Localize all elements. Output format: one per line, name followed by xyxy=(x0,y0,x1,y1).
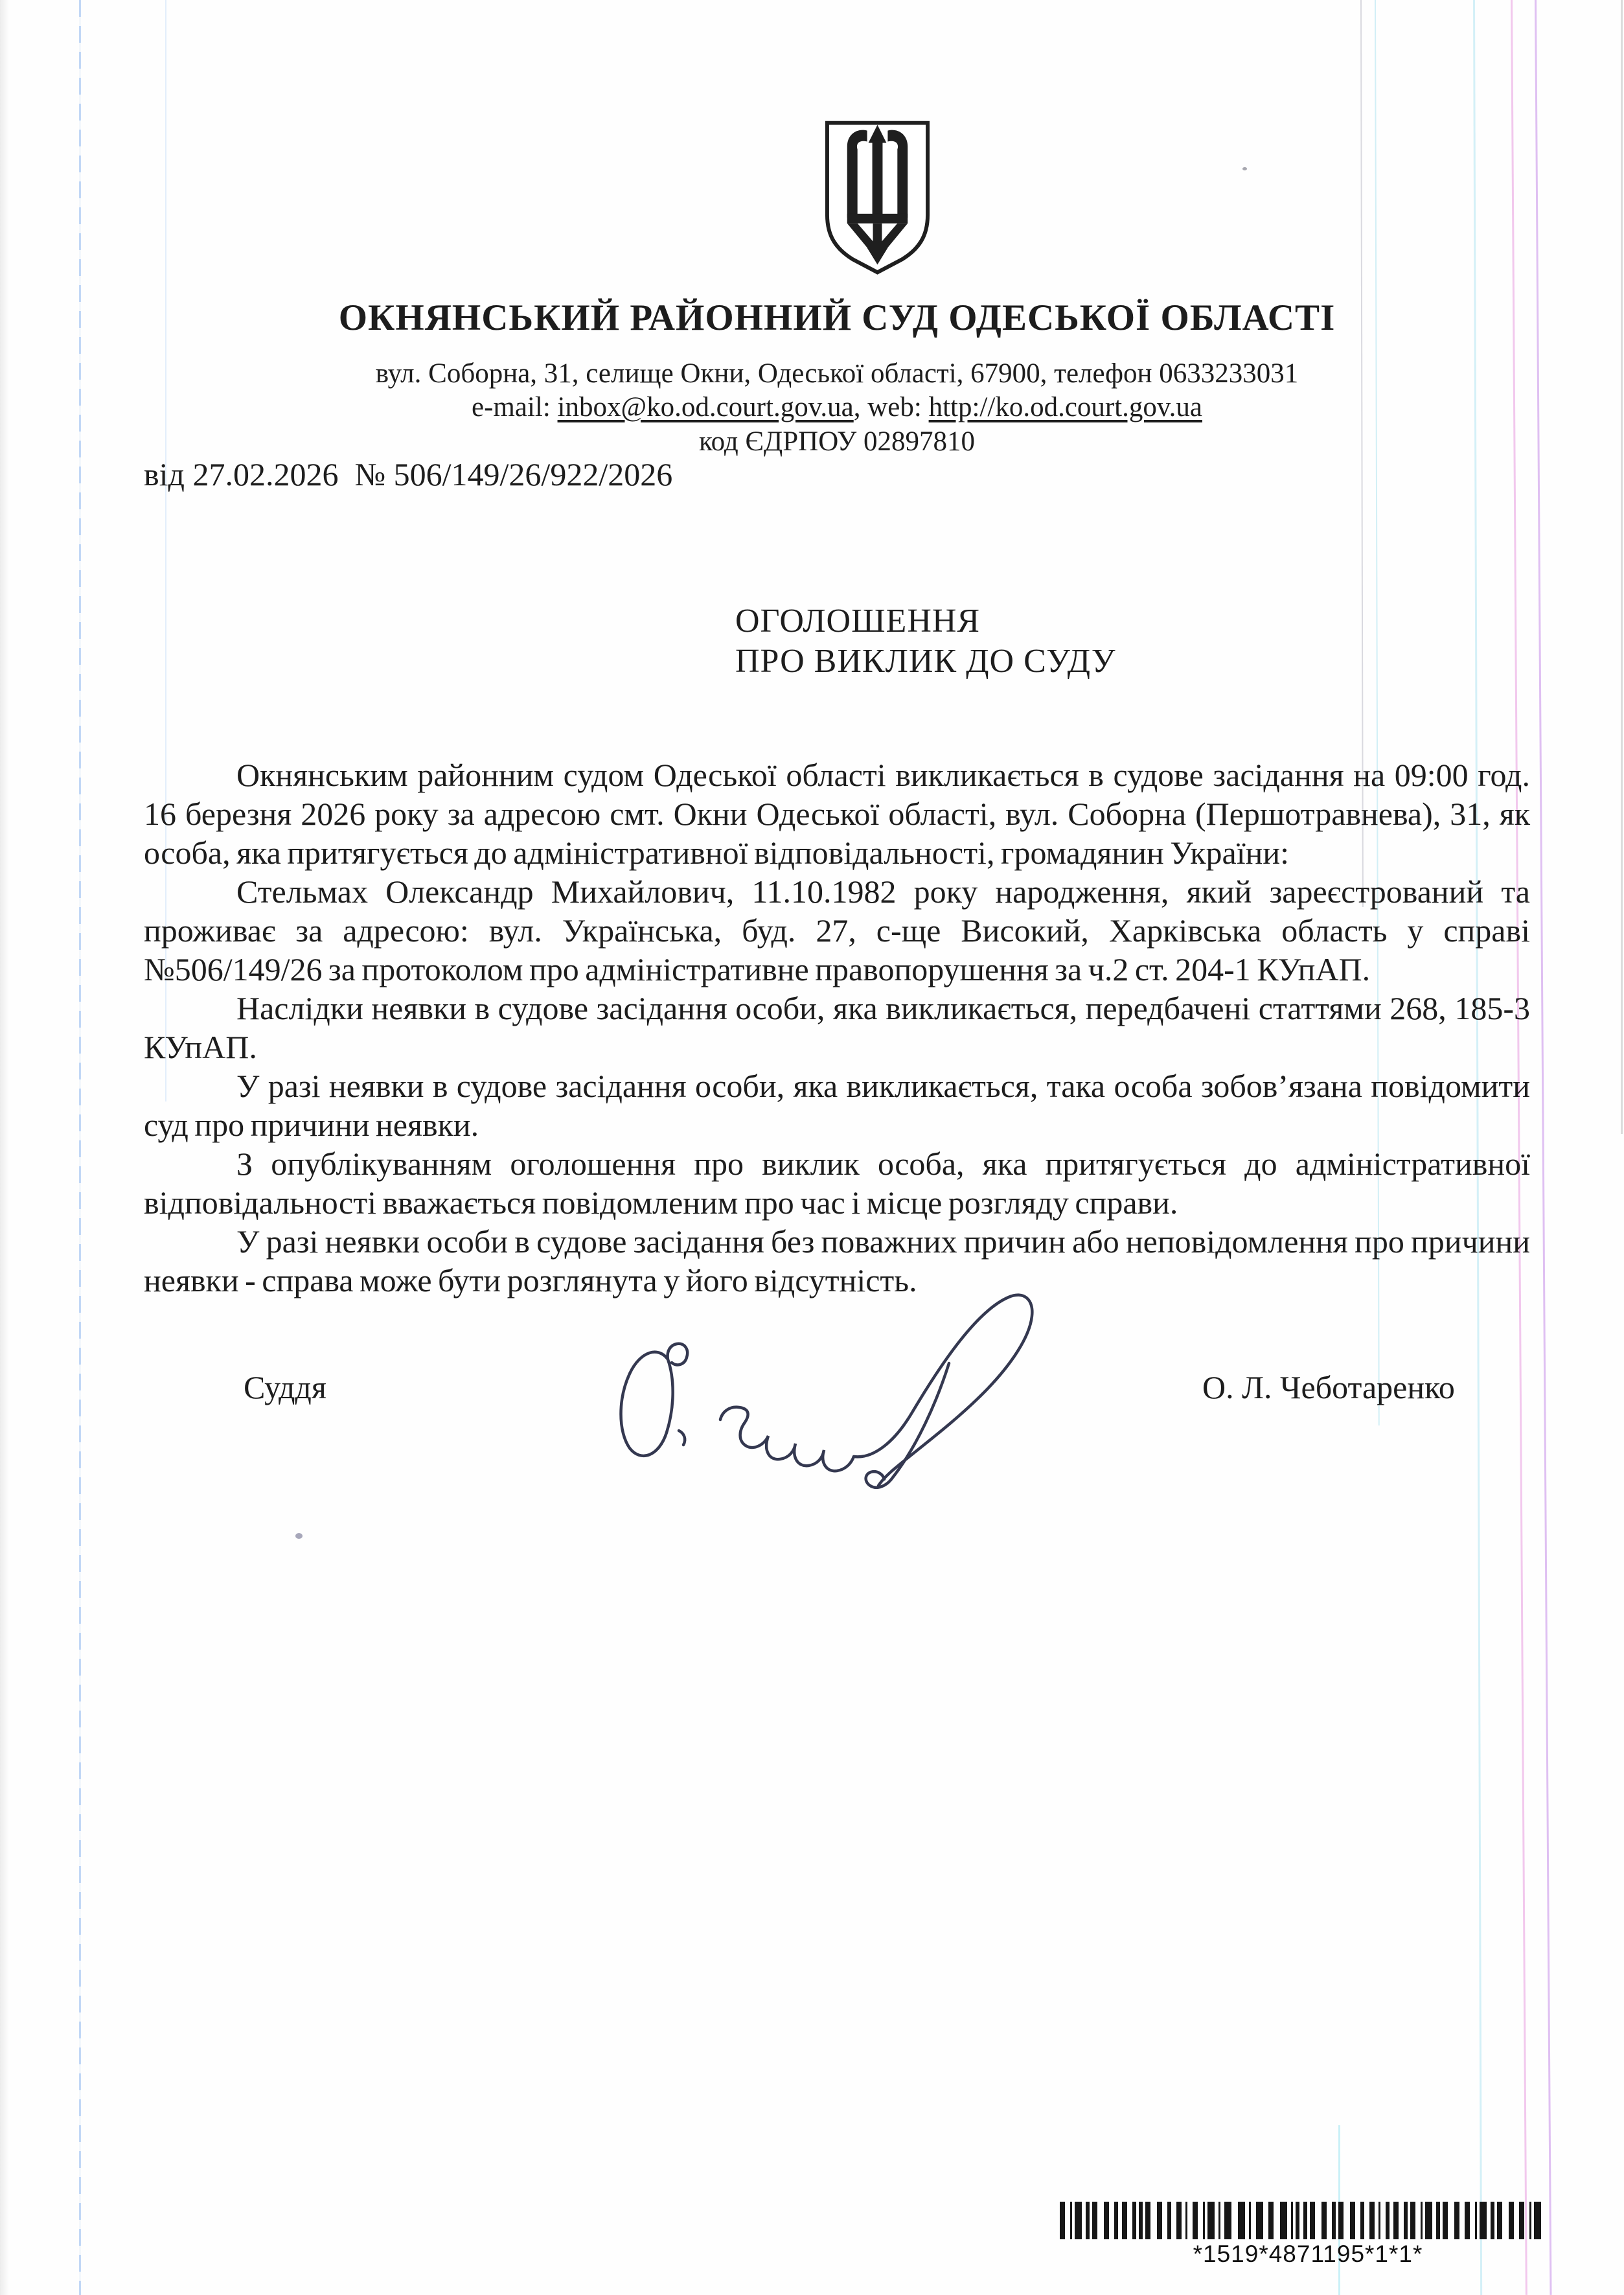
document-body xyxy=(144,755,1530,1300)
scan-line-pink-right-2 xyxy=(1535,0,1551,2295)
handwritten-signature xyxy=(586,1284,1053,1502)
email-label: e-mail: xyxy=(472,392,558,422)
title-line-1: ОГОЛОШЕННЯ xyxy=(735,603,981,640)
barcode-bars xyxy=(1060,2202,1556,2239)
scan-speck xyxy=(295,1533,303,1539)
web-link[interactable]: http://ko.od.court.gov.ua xyxy=(928,392,1202,422)
title-line-2: ПРО ВИКЛИК ДО СУДУ xyxy=(735,643,1116,680)
scan-edge-line-right xyxy=(1621,0,1623,1134)
scan-edge-shadow-left xyxy=(0,0,9,2295)
court-address-line: вул. Соборна, 31, селище Окни, Одеської області, 67900, телефон 0633233031 xyxy=(375,358,1299,389)
date-and-case-number-line: від 27.02.2026 № 506/149/26/922/2026 xyxy=(144,456,673,492)
web-label: , web: xyxy=(853,392,929,422)
email-link[interactable]: inbox@ko.od.court.gov.ua xyxy=(557,392,854,422)
paragraph-publication: З опублікуванням оголошення про виклик особа, яка притягується до адміністративної відповідальності вважається повідомленим про час і місце розгляду справи. xyxy=(144,1146,1530,1221)
scan-line-blue-left xyxy=(79,0,81,2295)
paragraph-obligation: У разі неявки в судове засідання особи, яка викликається, така особа зобов’язана повідомити суд про причини неявки. xyxy=(144,1068,1530,1143)
ukraine-trident-emblem-icon xyxy=(823,119,932,276)
scan-speck xyxy=(1242,167,1247,170)
court-contact-line xyxy=(55,391,1619,423)
barcode-value-text: *1519*4871195*1*1* xyxy=(1193,2241,1423,2267)
paragraph-absence: У разі неявки особи в судове засідання без поважних причин або неповідомлення про причини неявки - справа може бути розглянута у його відсутність. xyxy=(144,1223,1530,1298)
paragraph-summons: Окнянським районним судом Одеської області викликається в судове засідання на 09:00 год. 16 березня 2026 року за адресою смт. Окни Одеської області, вул. Соборна (Першотравнева), 31, як особа, яка притягується до адміністративної відповідальності, громадянин України: xyxy=(144,757,1530,871)
judge-name: О. Л. Чеботаренко xyxy=(1202,1369,1455,1405)
paragraph-consequences: Наслідки неявки в судове засідання особи, яка викликається, передбачені статтями 268, 185-3 КУпАП. xyxy=(144,990,1530,1065)
document-title xyxy=(735,601,1116,682)
court-name-heading: ОКНЯНСЬКИЙ РАЙОННИЙ СУД ОДЕСЬКОЇ ОБЛАСТІ xyxy=(338,297,1336,338)
signature-role-label: Суддя xyxy=(244,1369,326,1405)
paragraph-person: Стельмах Олександр Михайлович, 11.10.1982 року народження, який зареєстрований та проживає за адресою: вул. Українська, буд. 27, с-ще Високий, Харківська область у справі №506/149/26 за протоколом про адміністративне правопорушення за ч.2 ст. 204-1 КУпАП. xyxy=(144,873,1530,987)
edrpou-code-line: код ЄДРПОУ 02897810 xyxy=(698,426,976,457)
document-barcode xyxy=(1060,2202,1556,2268)
